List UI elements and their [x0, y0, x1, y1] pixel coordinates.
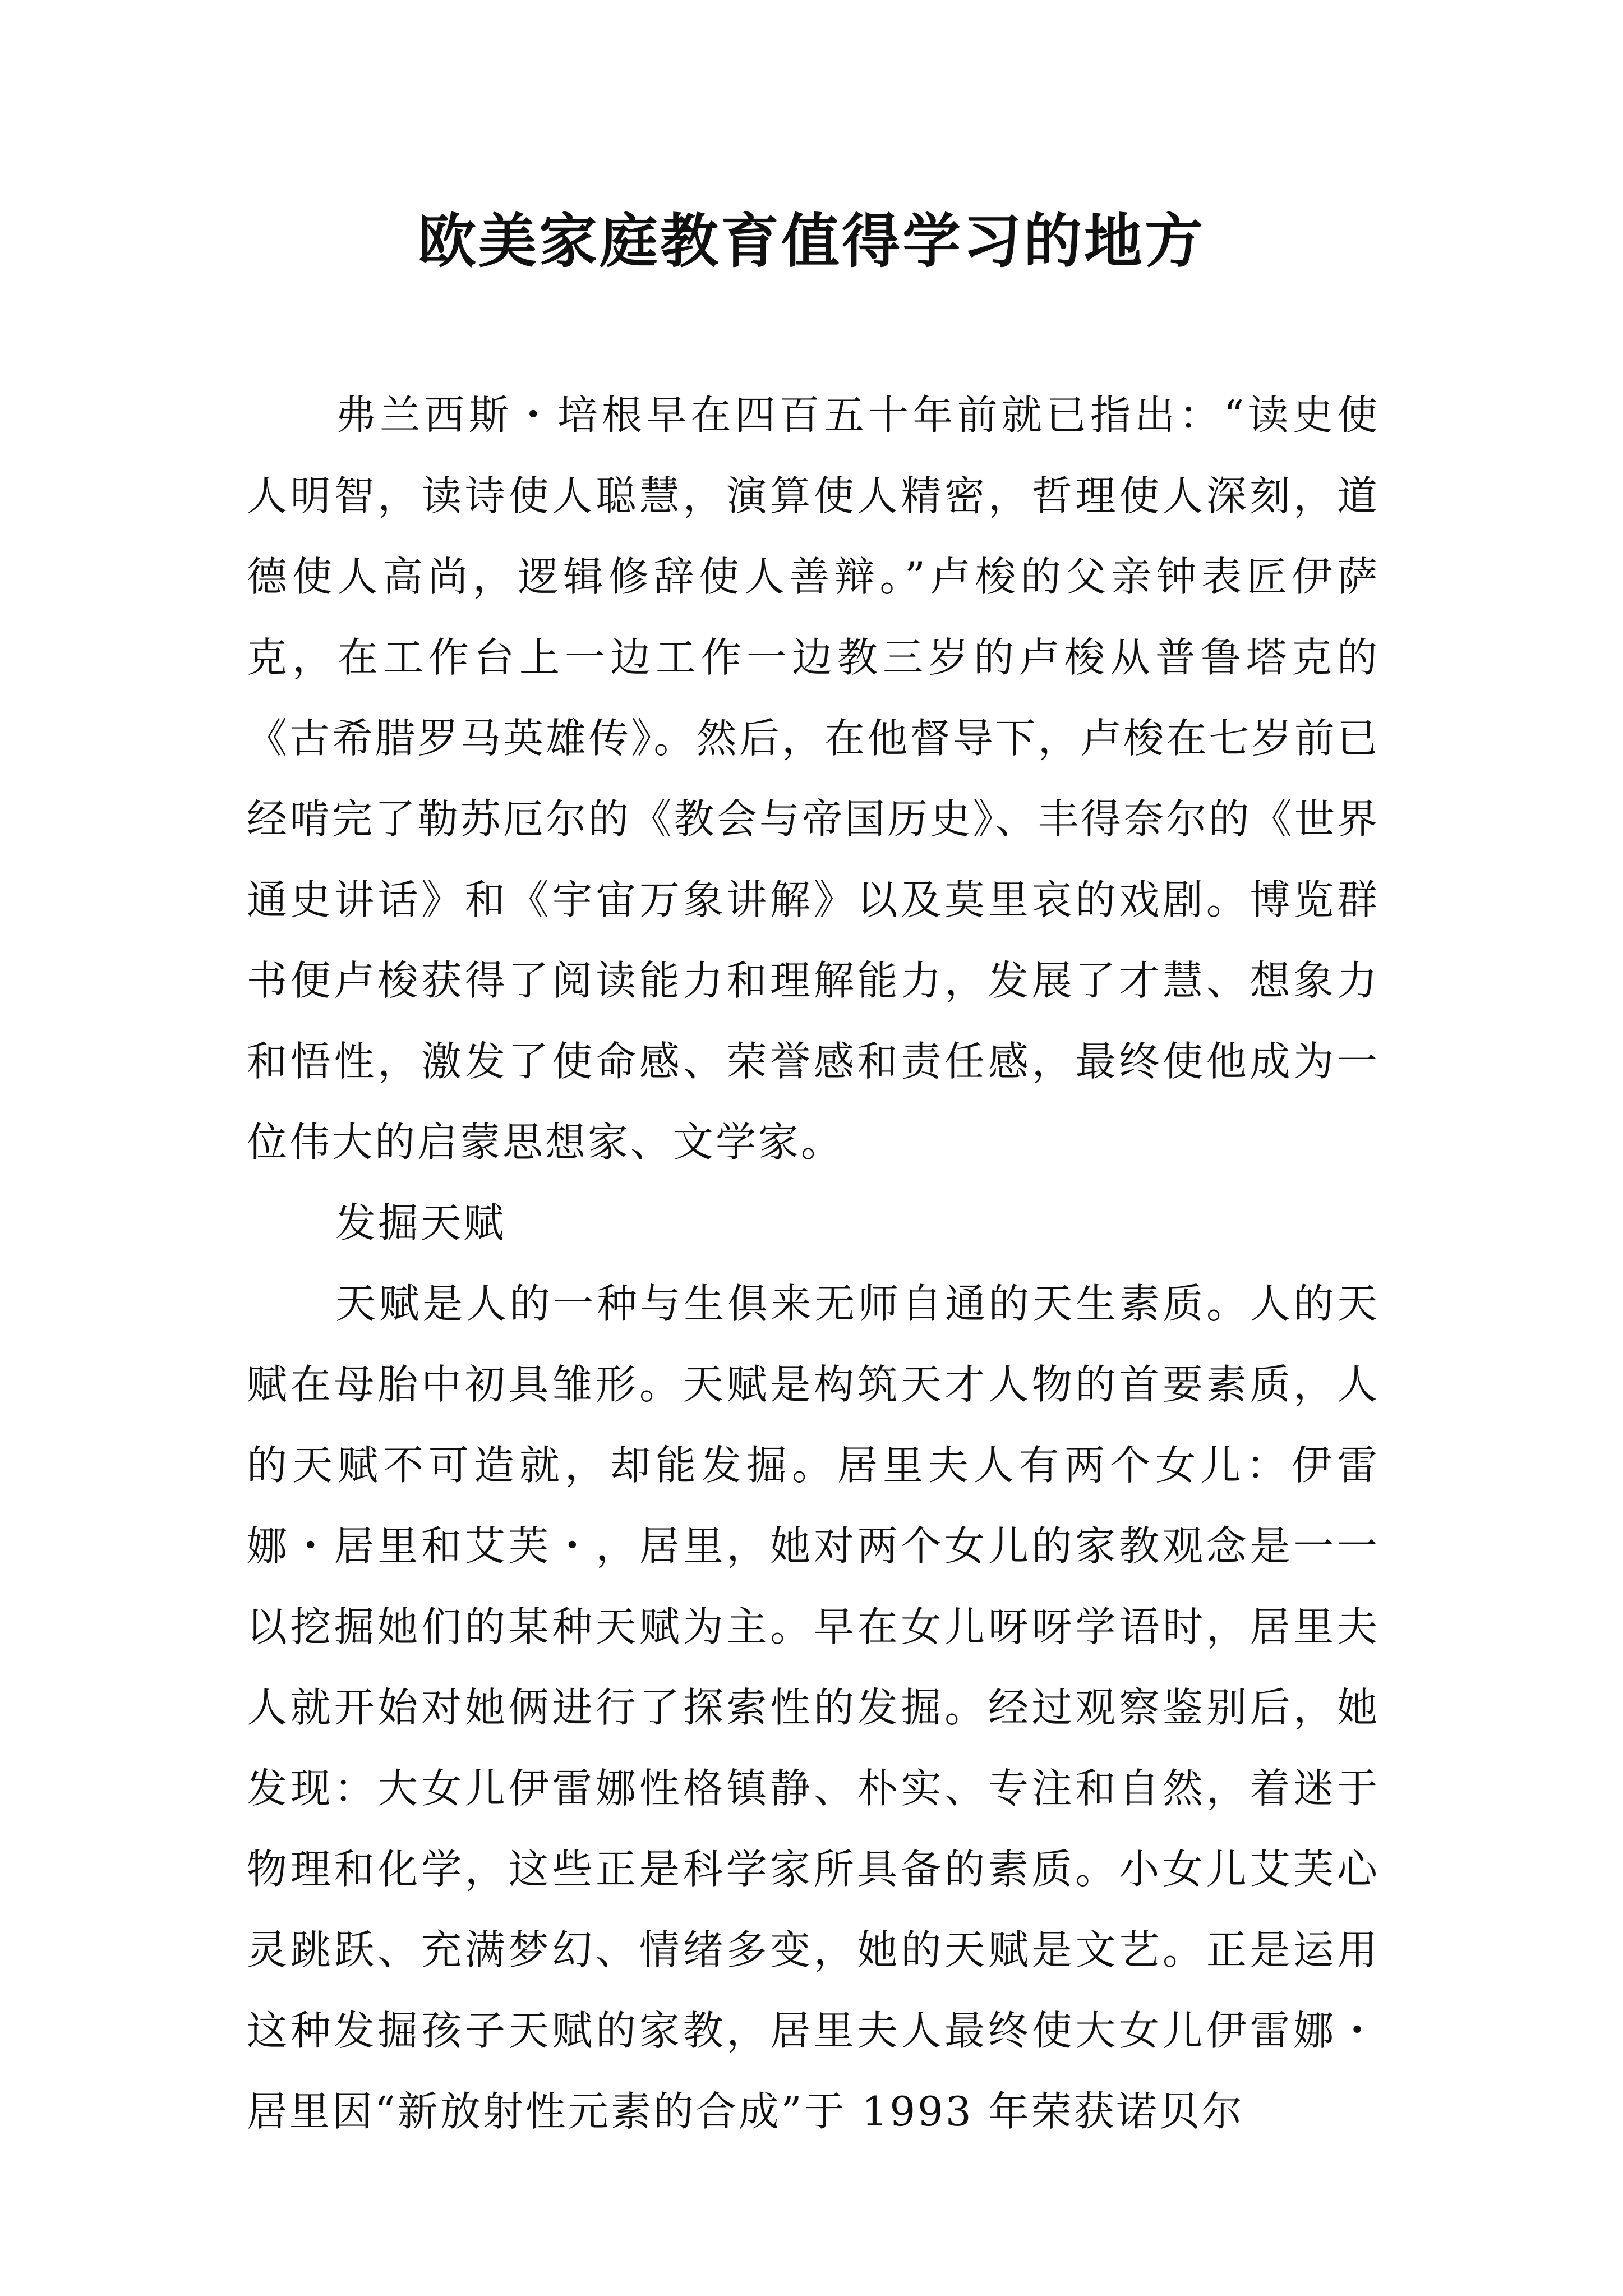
- paragraph-bacon-rousseau: 弗兰西斯・培根早在四百五十年前就已指出：“读史使人明智，读诗使人聪慧，演算使人精密，哲理使人深刻，道德使人高尚，逻辑修辞使人善辩。”卢梭的父亲钟表匠伊萨克，在工作台上一边工作一边教三岁的卢梭从普鲁塔克的《古希腊罗马英雄传》。然后，在他督导下，卢梭在七岁前已经啃完了勒苏厄尔的《教会与帝国历史》、丰得奈尔的《世界通史讲话》和《宇宙万象讲解》以及莫里哀的戏剧。博览群书便卢梭获得了阅读能力和理解能力，发展了才慧、想象力和悟性，激发了使命感、荣誉感和责任感，最终使他成为一位伟大的启蒙思想家、文学家。: [247, 392, 1380, 1166]
- section-heading-talent: 发掘天赋: [335, 1199, 506, 1246]
- document-body: [247, 375, 1380, 2152]
- paragraph-curie-talent: 天赋是人的一种与生俱来无师自通的天生素质。人的天赋在母胎中初具雏形。天赋是构筑天才人物的首要素质，人的天赋不可造就，却能发掘。居里夫人有两个女儿：伊雷娜・居里和艾芙・，居里，她对两个女儿的家教观念是一一以挖掘她们的某种天赋为主。早在女儿呀呀学语时，居里夫人就开始对她俩进行了探索性的发掘。经过观察鉴别后，她发现：大女儿伊雷娜性格镇静、朴实、专注和自然，着迷于物理和化学，这些正是科学家所具备的素质。小女儿艾芙心灵跳跃、充满梦幻、情绪多变，她的天赋是文艺。正是运用这种发掘孩子天赋的家教，居里夫人最终使大女儿伊雷娜・居里因“新放射性元素的合成”于 1993 年荣获诺贝尔: [247, 1280, 1380, 2135]
- document-title: 欧美家庭教育值得学习的地方: [417, 206, 1205, 275]
